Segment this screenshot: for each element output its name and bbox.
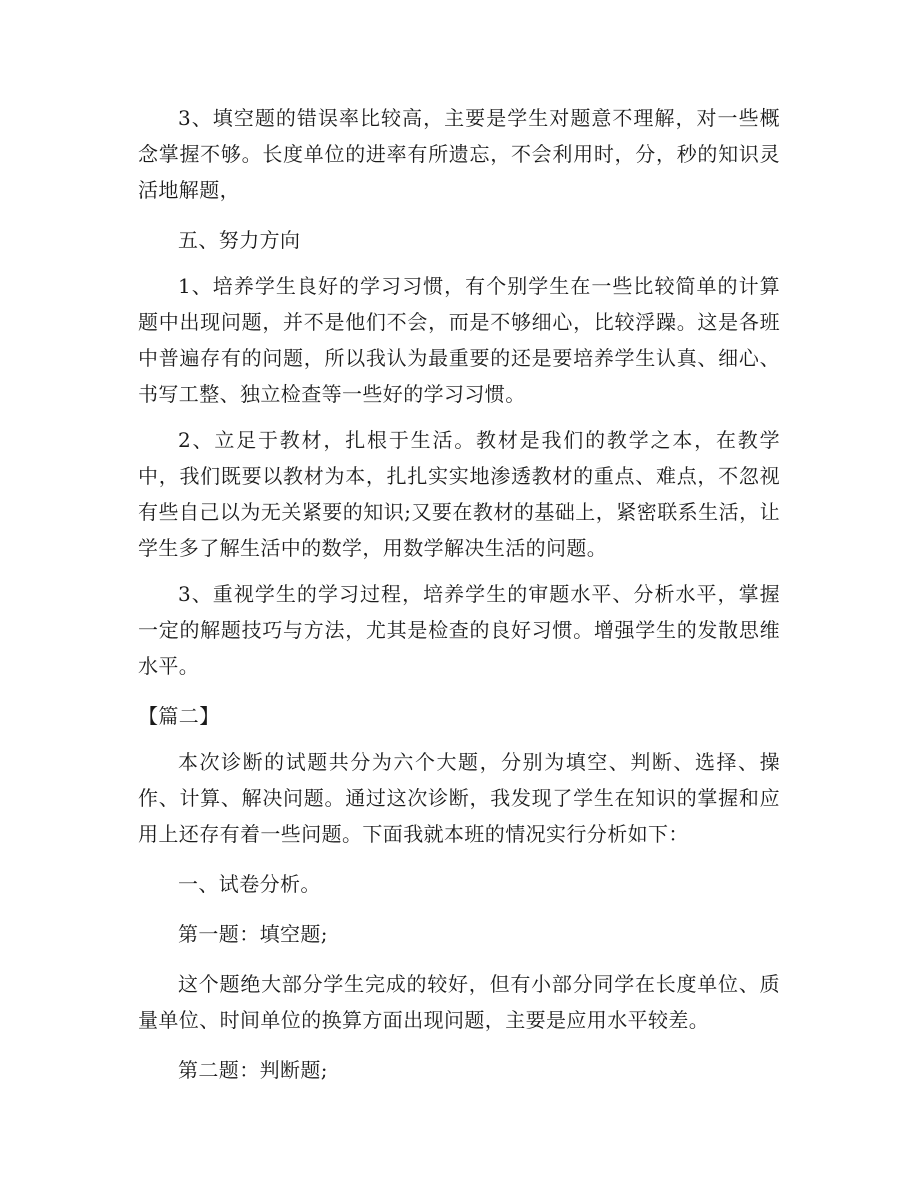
- paragraph-fill-blank-errors: 3、填空题的错误率比较高，主要是学生对题意不理解，对一些概念掌握不够。长度单位的进率有所遗忘，不会利用时，分，秒的知识灵活地解题，: [138, 106, 780, 202]
- heading-question-two: 第二题：判断题;: [178, 1058, 328, 1082]
- section-title-part-two: 【篇二】: [138, 704, 220, 728]
- document-body: [138, 100, 780, 1088]
- heading-effort-direction: 五、努力方向: [178, 228, 301, 252]
- paragraph-textbook-life: 2、立足于教材，扎根于生活。教材是我们的教学之本，在教学中，我们既要以教材为本，扎扎实实地渗透教材的重点、难点，不忽视有些自己以为无关紧要的知识;又要在教材的基础上，紧密联系生活，让学生多了解生活中的数学，用数学解决生活的问题。: [138, 428, 780, 560]
- paragraph-study-habits: 1、培养学生良好的学习习惯，有个别学生在一些比较简单的计算题中出现问题，并不是他们不会，而是不够细心，比较浮躁。这是各班中普遍存有的问题，所以我认为最重要的还是要培养学生认真、细心、书写工整、独立检查等一些好的学习习惯。: [138, 274, 780, 406]
- paragraph-diagnosis-intro: 本次诊断的试题共分为六个大题，分别为填空、判断、选择、操作、计算、解决问题。通过这次诊断，我发现了学生在知识的掌握和应用上还存有着一些问题。下面我就本班的情况实行分析如下：: [138, 750, 780, 846]
- paragraph-question-one-analysis: 这个题绝大部分学生完成的较好，但有小部分同学在长度单位、质量单位、时间单位的换算方面出现问题，主要是应用水平较差。: [138, 972, 780, 1032]
- paragraph-learning-process: 3、重视学生的学习过程，培养学生的审题水平、分析水平，掌握一定的解题技巧与方法，尤其是检查的良好习惯。增强学生的发散思维水平。: [138, 582, 780, 678]
- heading-question-one: 第一题：填空题;: [178, 922, 328, 946]
- heading-paper-analysis: 一、试卷分析。: [178, 872, 321, 896]
